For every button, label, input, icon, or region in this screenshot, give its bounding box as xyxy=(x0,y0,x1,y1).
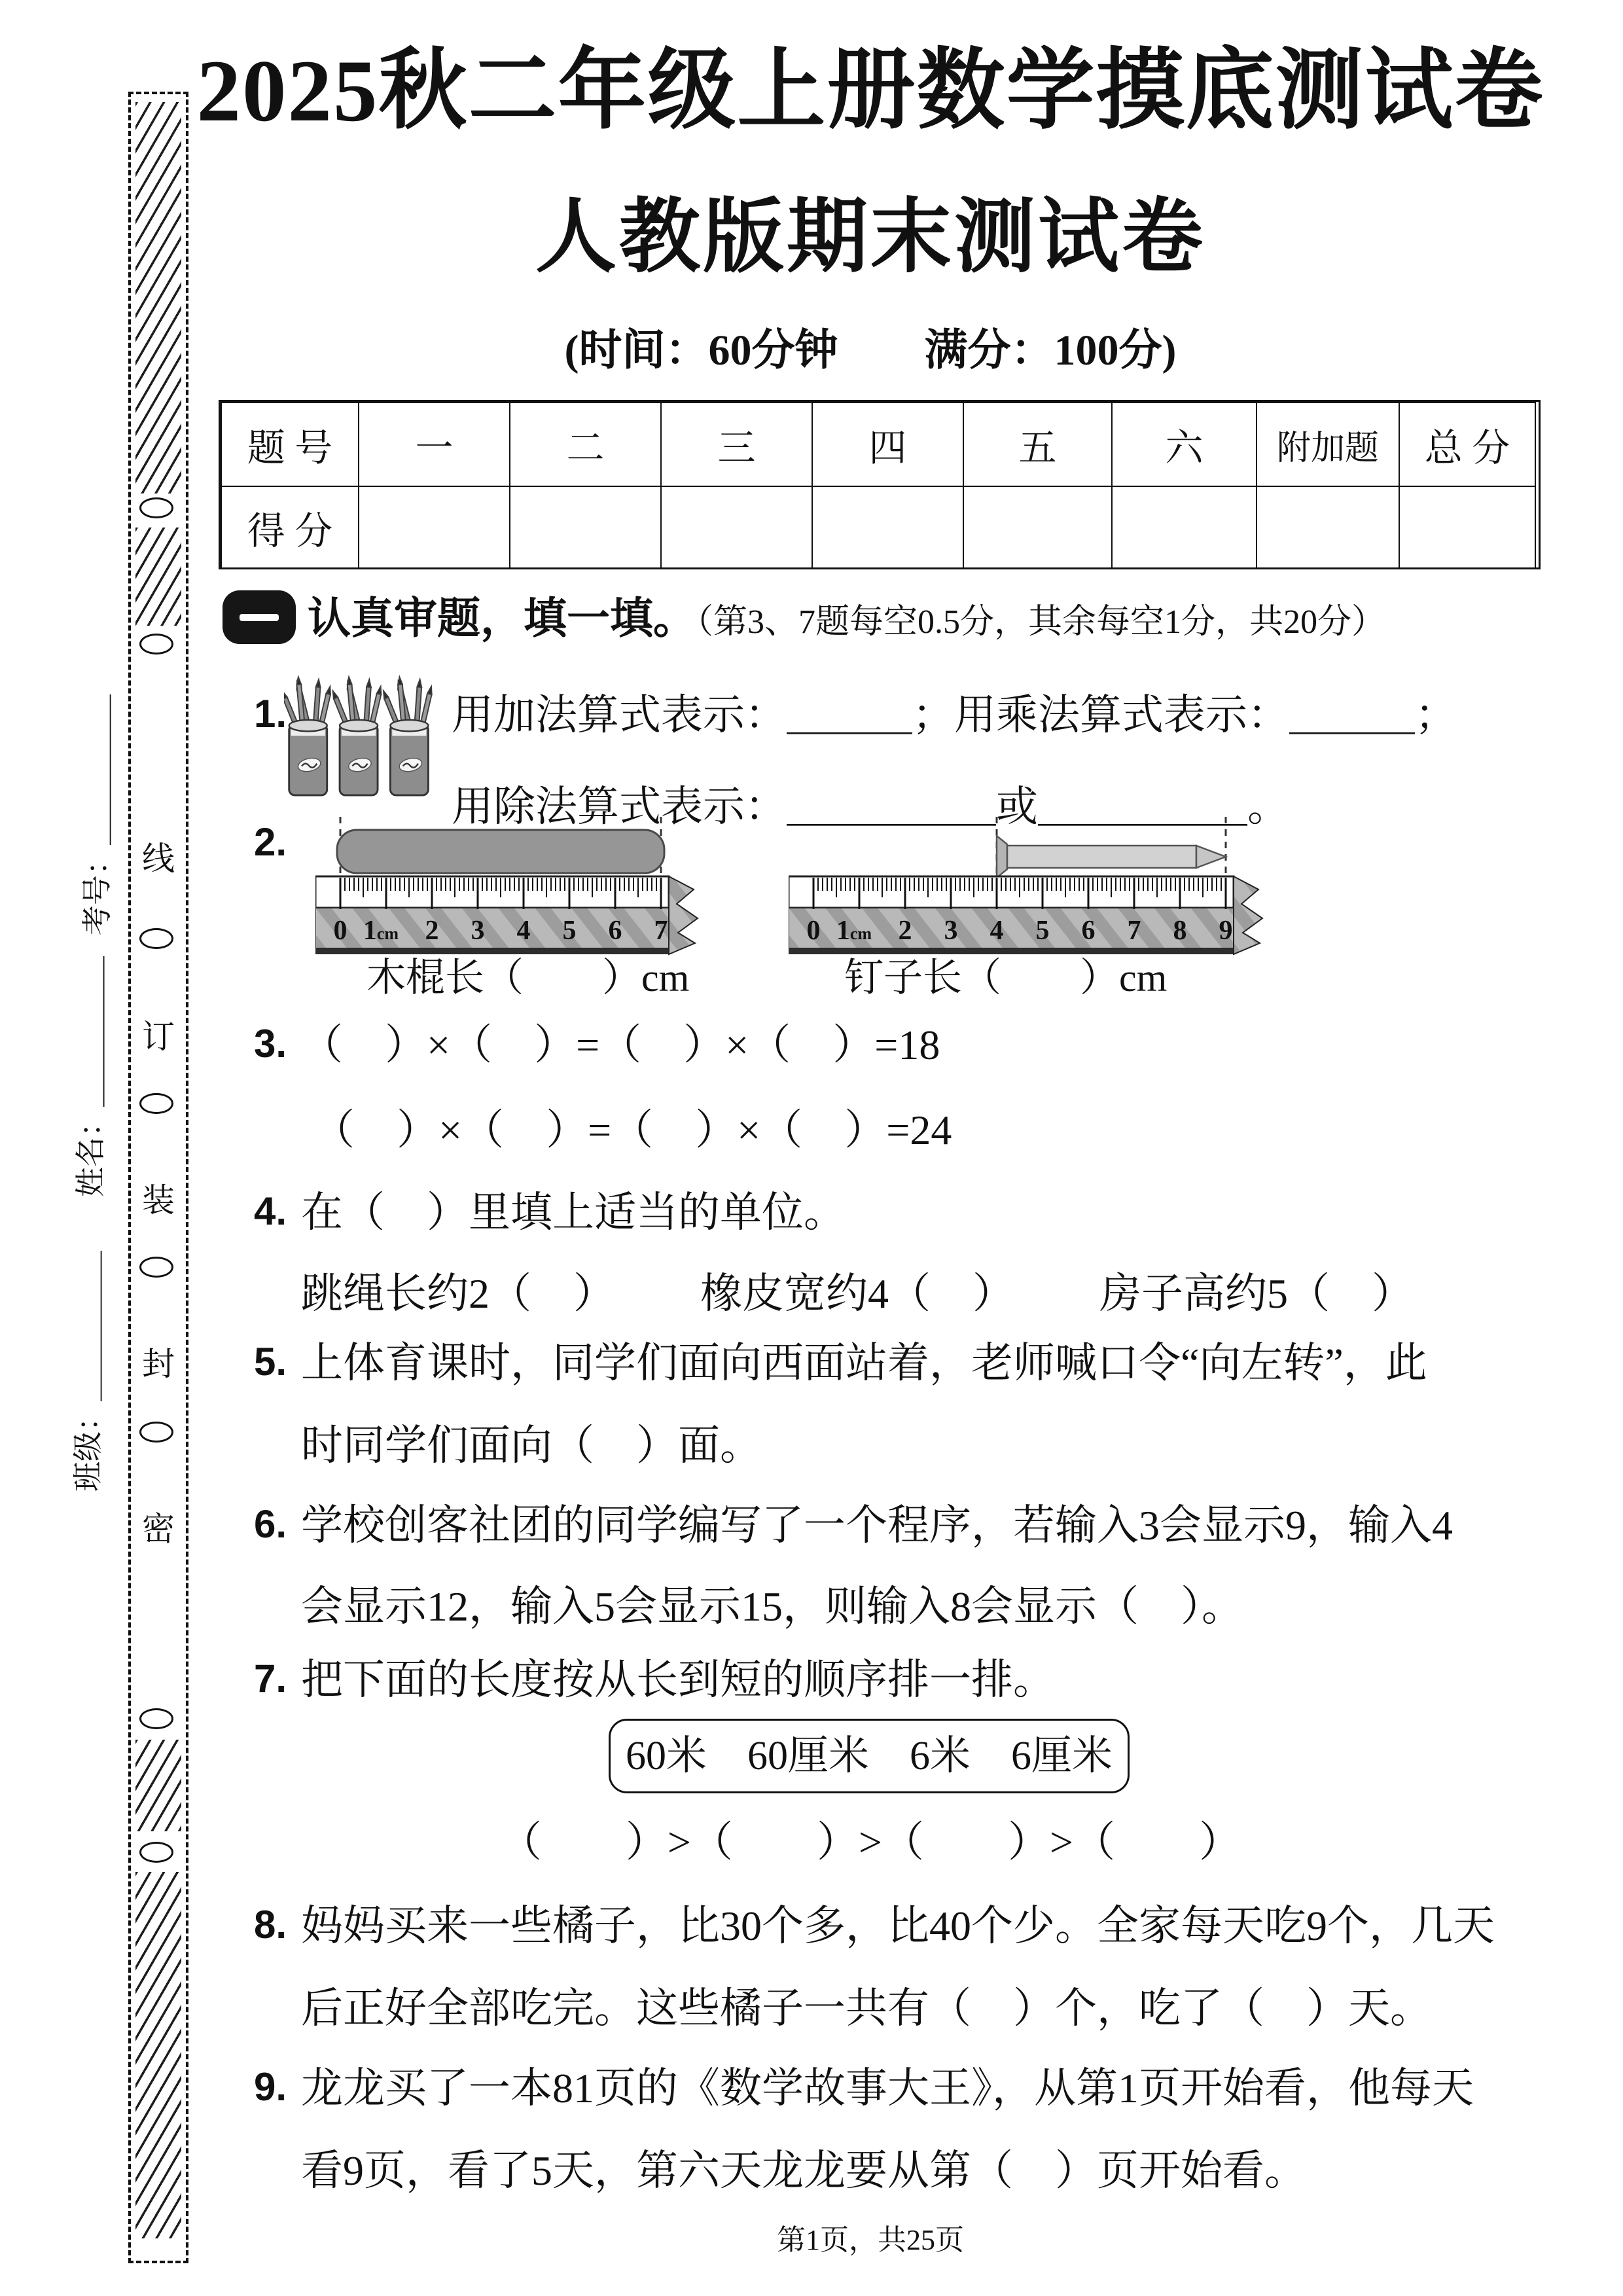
score-cell xyxy=(661,486,812,568)
question-4-item-rope: 跳绳长约2（ ） xyxy=(301,1270,615,1317)
score-cell xyxy=(510,486,661,568)
hatch-pattern xyxy=(135,102,181,493)
svg-text:0: 0 xyxy=(806,916,821,946)
question-5-line1: 上体育课时，同学们面向西面站着，老师喊口令“向左转”，此 xyxy=(301,1340,1427,1386)
score-row xyxy=(221,486,1535,568)
svg-text:7: 7 xyxy=(654,916,668,946)
question-7-answer-line: （ ）>（ ）>（ ）>（ ） xyxy=(499,1819,1241,1865)
question-4-stem: 在（ ）里填上适当的单位。 xyxy=(301,1189,846,1236)
question-4-number: 4. xyxy=(254,1189,287,1233)
header-cell: 三 xyxy=(661,403,812,486)
nail-length-label: 钉子长（ ）cm xyxy=(844,956,1168,999)
class-label: 班级：＿＿＿＿＿ xyxy=(71,1251,105,1492)
question-6-number: 6. xyxy=(254,1502,287,1546)
badge-one-glyph xyxy=(240,614,279,621)
svg-text:3: 3 xyxy=(944,916,958,946)
circle-mark xyxy=(139,1708,173,1729)
ruler-nail-figure xyxy=(789,814,1266,963)
header-cell: 四 xyxy=(812,403,963,486)
header-cell: 六 xyxy=(1112,403,1257,486)
pencil-cups-image xyxy=(284,669,436,808)
header-cell-bonus: 附加题 xyxy=(1257,403,1399,486)
question-4-item-eraser: 橡皮宽约4（ ） xyxy=(700,1270,1014,1317)
question-1-number: 1. xyxy=(254,692,287,736)
svg-text:1cm: 1cm xyxy=(363,916,399,946)
svg-text:2: 2 xyxy=(425,916,439,946)
exam-number-label: 考号：＿＿＿＿＿ xyxy=(80,694,114,935)
page-number: 第1页，共25页 xyxy=(777,2224,964,2256)
score-cell xyxy=(963,486,1112,568)
question-5-number: 5. xyxy=(254,1340,287,1384)
header-cell: 二 xyxy=(510,403,661,486)
circle-mark xyxy=(139,928,173,949)
seal-char-zhuang: 装 xyxy=(142,1182,175,1219)
question-7-stem: 把下面的长度按从长到短的顺序排一排。 xyxy=(301,1657,1055,1703)
page-title: 2025秋二年级上册数学摸底测试卷 xyxy=(196,43,1544,140)
svg-text:6: 6 xyxy=(608,916,622,946)
question-9-line2: 看9页，看了5天，第六天龙龙要从第（ ）页开始看。 xyxy=(301,2147,1306,2194)
svg-text:8: 8 xyxy=(1173,916,1187,946)
svg-text:4: 4 xyxy=(516,916,531,946)
seal-char-feng: 封 xyxy=(142,1346,175,1382)
question-5-line2: 时同学们面向（ ）面。 xyxy=(301,1422,762,1469)
student-name-label: 姓名：＿＿＿＿＿ xyxy=(74,956,107,1197)
question-1-line1: 用加法算式表示：＿＿＿；用乘法算式表示：＿＿＿； xyxy=(452,692,1457,738)
question-7-number: 7. xyxy=(254,1657,287,1700)
seal-char-xian: 线 xyxy=(142,840,175,877)
question-9-line1: 龙龙买了一本81页的《数学故事大王》，从第1页开始看，他每天 xyxy=(301,2065,1474,2111)
score-cell xyxy=(1112,486,1257,568)
page-subtitle: 人教版期末测试卷 xyxy=(535,192,1205,282)
header-cell: 五 xyxy=(963,403,1112,486)
score-cell xyxy=(359,486,510,568)
stick-length-label: 木棍长（ ）cm xyxy=(366,956,690,999)
svg-text:1cm: 1cm xyxy=(836,916,872,946)
hatch-pattern xyxy=(135,1872,181,2238)
svg-text:6: 6 xyxy=(1081,916,1096,946)
seal-char-mi: 密 xyxy=(142,1511,175,1547)
header-cell: 一 xyxy=(359,403,510,486)
score-table xyxy=(221,402,1536,569)
seal-char-ding: 订 xyxy=(142,1018,175,1055)
question-6-line2: 会显示12，输入5会显示15，则输入8会显示（ ）。 xyxy=(301,1583,1243,1630)
question-8-line1: 妈妈买来一些橘子，比30个多，比40个少。全家每天吃9个，几天 xyxy=(301,1903,1495,1949)
question-number-row xyxy=(221,403,1535,486)
question-6-line1: 学校创客社团的同学编写了一个程序，若输入3会显示9，输入4 xyxy=(301,1502,1453,1549)
question-8-number: 8. xyxy=(254,1903,287,1946)
section-one-badge xyxy=(223,590,296,644)
circle-mark xyxy=(139,497,173,518)
question-8-line2: 后正好全部吃完。这些橘子一共有（ ）个，吃了（ ）天。 xyxy=(301,1985,1432,2032)
circle-mark xyxy=(139,1257,173,1278)
score-cell xyxy=(1399,486,1535,568)
seal-binding-strip xyxy=(128,92,188,2263)
svg-text:7: 7 xyxy=(1127,916,1141,946)
question-3-line1: （ ）×（ ）=（ ）×（ ）=18 xyxy=(301,1022,940,1068)
svg-text:5: 5 xyxy=(562,916,577,946)
header-cell-total: 总 分 xyxy=(1399,403,1535,486)
circle-mark xyxy=(139,1422,173,1443)
section-title: 认真审题，填一填。 xyxy=(308,595,696,643)
score-cell xyxy=(1257,486,1399,568)
header-cell: 题 号 xyxy=(221,403,359,486)
svg-text:2: 2 xyxy=(898,916,912,946)
svg-text:4: 4 xyxy=(990,916,1004,946)
svg-text:5: 5 xyxy=(1035,916,1050,946)
section-note: （第3、7题每空0.5分，其余每空1分，共20分） xyxy=(696,603,1386,641)
question-3-number: 3. xyxy=(254,1022,287,1066)
circle-mark xyxy=(139,1842,173,1863)
length-options-box: 60米 60厘米 6米 6厘米 xyxy=(609,1719,1130,1793)
svg-text:0: 0 xyxy=(333,916,348,946)
hatch-pattern xyxy=(135,528,181,626)
circle-mark xyxy=(139,634,173,655)
question-9-number: 9. xyxy=(254,2065,287,2109)
svg-text:9: 9 xyxy=(1219,916,1233,946)
hatch-pattern xyxy=(135,1740,181,1831)
svg-text:3: 3 xyxy=(471,916,485,946)
exam-info: (时间：60分钟 满分：100分) xyxy=(564,327,1177,374)
question-4-item-house: 房子高约5（ ） xyxy=(1099,1270,1414,1317)
question-3-line2: （ ）×（ ）=（ ）×（ ）=24 xyxy=(313,1107,952,1153)
score-label-cell: 得 分 xyxy=(221,486,359,568)
question-1-line2: 用除法算式表示：＿＿＿＿＿或＿＿＿＿＿。 xyxy=(452,783,1289,830)
ruler-stick-figure xyxy=(315,814,702,963)
circle-mark xyxy=(139,1093,173,1114)
question-2-number: 2. xyxy=(254,820,287,864)
score-cell xyxy=(812,486,963,568)
